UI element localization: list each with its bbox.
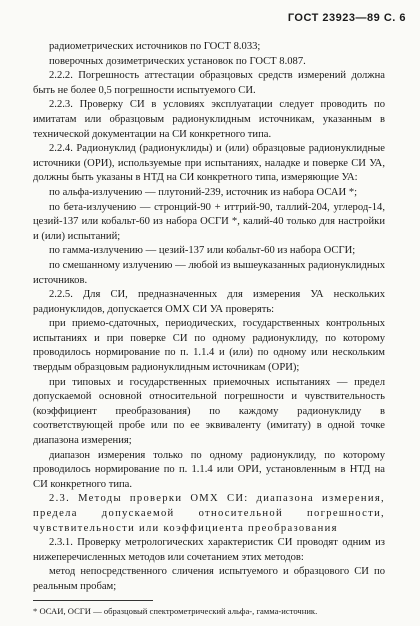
footnote: * ОСАИ, ОСГИ — образцовый спектрометрический альфа-, гамма-источник. bbox=[33, 606, 318, 616]
section-heading: 2.3. Методы проверки ОМХ СИ: диапазона измерения, предела допускаемой относительной погрешности, чувствительности или коэффициента преобразования bbox=[33, 493, 385, 534]
paragraph: при приемо-сдаточных, периодических, государственных контрольных испытаниях и при поверке СИ по одному радионуклиду, по которому проводилось нормирование по п. 1.1.4 и (или) по одному или нескольким твердым образцовым радионуклидным источникам (ОРИ); bbox=[33, 318, 385, 374]
page-header: ГОСТ 23923—89 С. 6 bbox=[287, 12, 406, 24]
paragraph: 2.2.3. Проверку СИ в условиях эксплуатации следует проводить по имитатам или образцовым радионуклидным источникам, указанным в технической документации на СИ конкретного типа. bbox=[33, 99, 385, 140]
paragraph: по гамма-излучению — цезий-137 или кобальт-60 из набора ОСГИ; bbox=[49, 245, 356, 257]
paragraph: по смешанному излучению — любой из вышеуказанных радионуклидных источников. bbox=[33, 259, 385, 286]
paragraph: 2.2.4. Радионуклид (радионуклиды) и (или) образцовые радионуклидные источники (ОРИ), используемые при испытаниях, наладке и поверке СИ УА, должны быть указаны в НТД на СИ конкретного типа, измеряющие УА: bbox=[33, 143, 385, 184]
paragraph: радиометрических источников по ГОСТ 8.033; bbox=[49, 41, 261, 52]
footnote-rule bbox=[33, 600, 153, 601]
paragraph: метод непосредственного сличения испытуемого и образцового СИ по реальным пробам; bbox=[33, 566, 385, 592]
paragraph: диапазон измерения только по одному радионуклиду, по которому проводилось нормирование по п. 1.1.4 или ОРИ, установленным в НТД на СИ конкретного типа. bbox=[33, 449, 385, 490]
paragraph: 2.3.1. Проверку метрологических характеристик СИ проводят одним из нижеперечисленных методов или сочетанием этих методов: bbox=[33, 537, 385, 563]
paragraph: по альфа-излучению — плутоний-239, источник из набора ОСАИ *; bbox=[49, 186, 358, 198]
body-text bbox=[33, 40, 385, 595]
paragraph: по бета-излучению — стронций-90 + иттрий-90, таллий-204, углерод-14, цезий-137 или кобальт-60 из набора ОСГИ *, калий-40 только для настройки и (или) испытаний; bbox=[33, 201, 385, 242]
paragraph: при типовых и государственных приемочных испытаниях — предел допускаемой основной относительной погрешности и чувствительность (коэффициент преобразования) по каждому радионуклиду в соответствующей пробе или по ее эквиваленту (имитату) в одной точке диапазона измерения; bbox=[33, 376, 385, 447]
paragraph: 2.2.5. Для СИ, предназначенных для измерения УА нескольких радионуклидов, допускается ОМХ СИ УА проверять: bbox=[33, 289, 385, 315]
paragraph: 2.2.2. Погрешность аттестации образцовых средств измерений должна быть не более 0,5 погрешности испытуемого СИ. bbox=[33, 70, 385, 96]
paragraph: поверочных дозиметрических установок по ГОСТ 8.087. bbox=[49, 55, 306, 67]
